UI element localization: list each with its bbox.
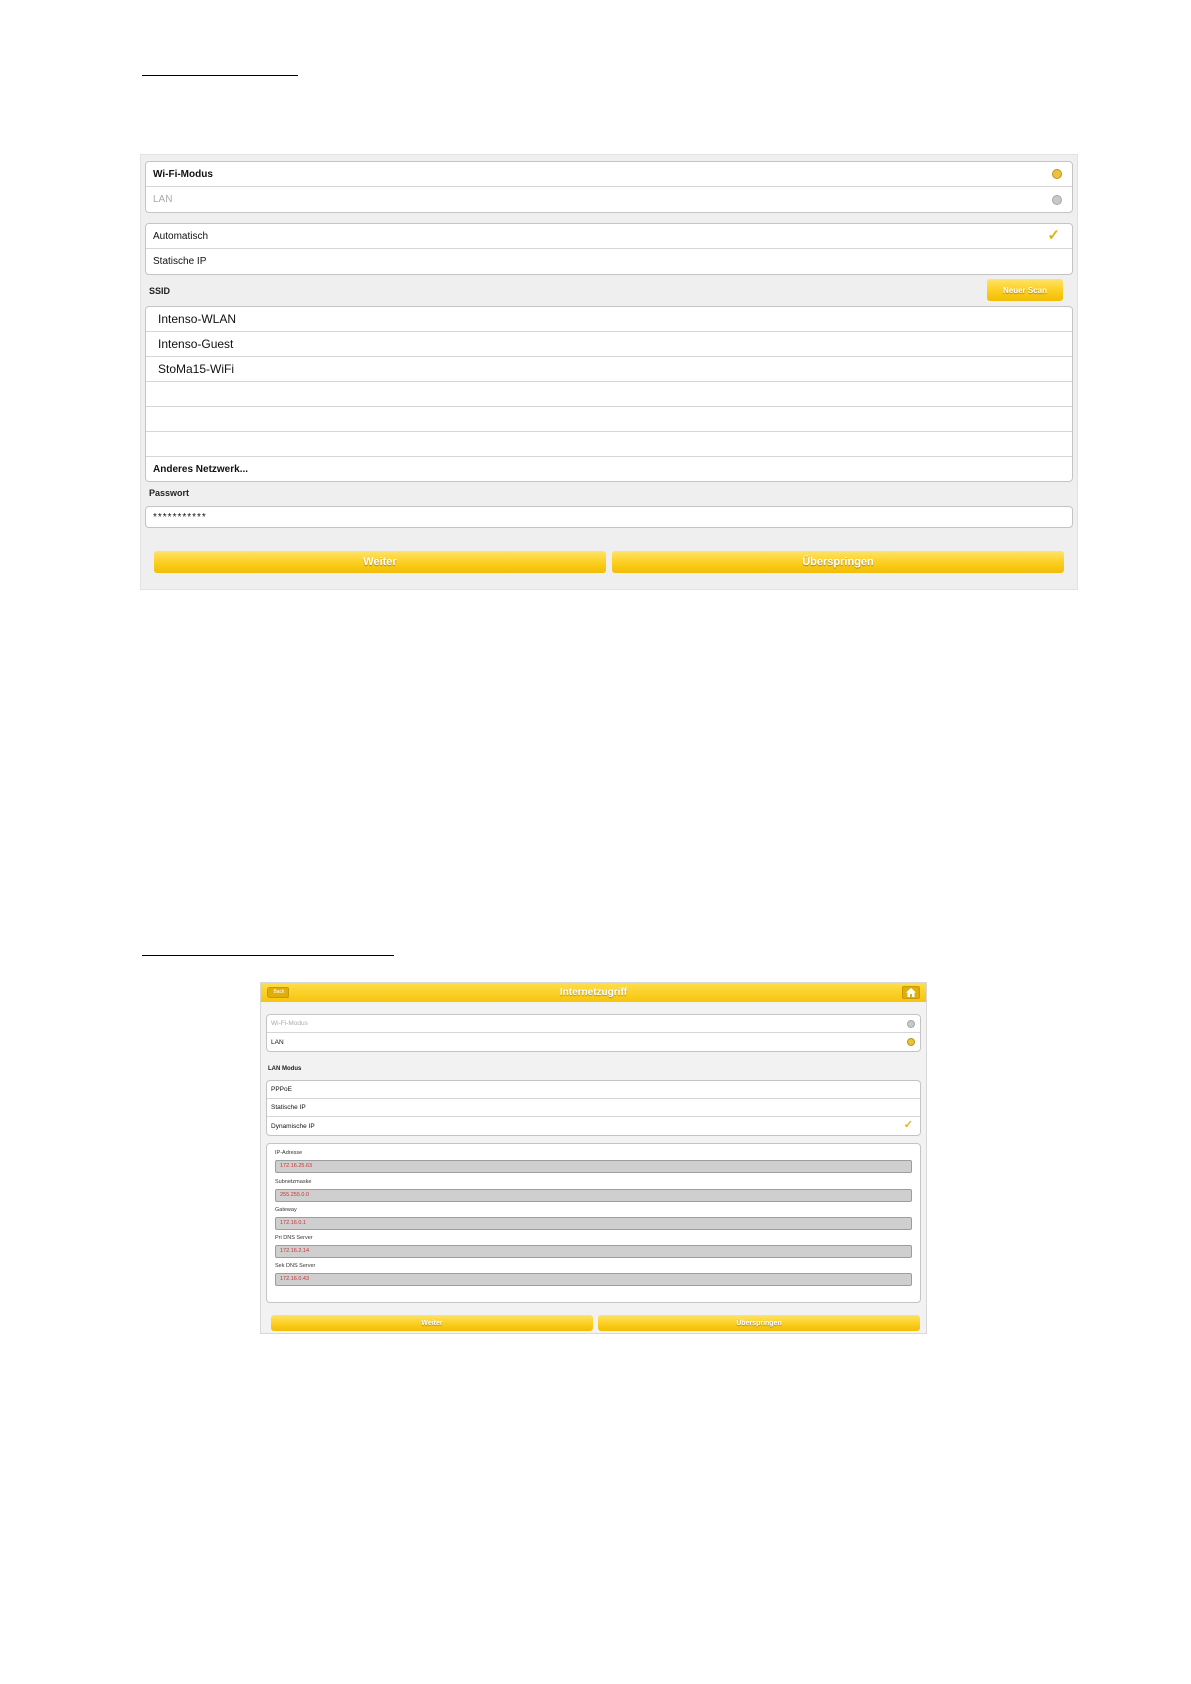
mode-option-label: LAN (271, 1038, 284, 1046)
wifi-settings-screenshot (140, 154, 1078, 590)
connection-mode-group (145, 161, 1073, 213)
network-item[interactable] (146, 357, 1072, 382)
radio-selected-icon (1052, 169, 1062, 179)
ip-option-automatic[interactable] (146, 224, 1072, 249)
password-field[interactable]: *********** (145, 506, 1073, 528)
page-title: Internetzugriff (559, 987, 628, 998)
lan-mode-group (266, 1080, 921, 1136)
mode-option-lan[interactable] (267, 1033, 920, 1051)
skip-button[interactable]: Überspringen (598, 1315, 920, 1331)
radio-unselected-icon (907, 1020, 915, 1028)
rescan-button[interactable]: Neuer Scan (987, 279, 1063, 301)
gateway-field[interactable]: 172.16.0.1 (275, 1217, 912, 1230)
back-button[interactable]: Back (267, 987, 289, 998)
mode-option-label: Wi-Fi-Modus (271, 1020, 308, 1027)
home-icon (906, 988, 916, 997)
network-item[interactable] (146, 332, 1072, 357)
nav-bar (261, 983, 926, 1002)
password-label: Passwort (149, 488, 190, 498)
lan-settings-screenshot (260, 982, 927, 1334)
lan-mode-dynamic-ip[interactable] (267, 1117, 920, 1135)
network-item[interactable] (146, 307, 1072, 332)
mode-option-label: Wi-Fi-Modus (153, 168, 213, 180)
radio-selected-icon (907, 1038, 915, 1046)
mode-option-label: LAN (153, 194, 173, 205)
subnet-mask-label: Subnetzmaske (275, 1179, 312, 1185)
lan-modes-label: LAN Modus (268, 1066, 302, 1072)
other-network-item[interactable] (146, 457, 1072, 482)
ssid-label: SSID (149, 286, 171, 296)
ip-option-label: Automatisch (153, 230, 209, 242)
next-button[interactable]: Weiter (271, 1315, 593, 1331)
other-network-label: Anderes Netzwerk... (153, 464, 249, 475)
next-button[interactable]: Weiter (154, 551, 606, 573)
ip-option-label: Statische IP (153, 256, 207, 267)
network-item-empty (146, 407, 1072, 432)
mode-option-wifi[interactable] (267, 1015, 920, 1033)
network-name: StoMa15-WiFi (158, 362, 235, 376)
secondary-dns-label: Sek DNS Server (275, 1263, 316, 1269)
ip-address-field[interactable]: 172.16.25.63 (275, 1160, 912, 1173)
subnet-mask-field[interactable]: 255.255.0.0 (275, 1189, 912, 1202)
checkmark-icon: ✓ (1047, 226, 1060, 244)
lan-mode-label: PPPoE (271, 1086, 292, 1093)
checkmark-icon: ✓ (903, 1118, 913, 1131)
ip-option-static[interactable] (146, 249, 1072, 274)
radio-unselected-icon (1052, 195, 1062, 205)
lan-mode-label: Dynamische IP (271, 1122, 315, 1130)
ip-settings-panel (266, 1143, 921, 1303)
mode-option-lan[interactable] (146, 187, 1072, 212)
mode-option-wifi[interactable] (146, 162, 1072, 187)
skip-button[interactable]: Überspringen (612, 551, 1064, 573)
network-item-empty (146, 382, 1072, 407)
ip-address-label: IP-Adresse (275, 1150, 303, 1156)
network-name: Intenso-WLAN (158, 312, 237, 326)
lan-mode-label: Statische IP (271, 1104, 306, 1111)
lan-mode-static-ip[interactable] (267, 1099, 920, 1117)
gateway-label: Gateway (275, 1207, 297, 1213)
home-button[interactable] (902, 986, 920, 999)
network-item-empty (146, 432, 1072, 457)
heading-underline-1 (142, 75, 298, 76)
primary-dns-label: Pri DNS Server (275, 1235, 313, 1241)
secondary-dns-field[interactable]: 172.16.0.43 (275, 1273, 912, 1286)
lan-mode-pppoe[interactable] (267, 1081, 920, 1099)
connection-mode-group (266, 1014, 921, 1052)
primary-dns-field[interactable]: 172.16.2.14 (275, 1245, 912, 1258)
ip-mode-group (145, 223, 1073, 275)
network-name: Intenso-Guest (158, 337, 234, 351)
heading-underline-2 (142, 955, 394, 956)
network-list (145, 306, 1073, 482)
